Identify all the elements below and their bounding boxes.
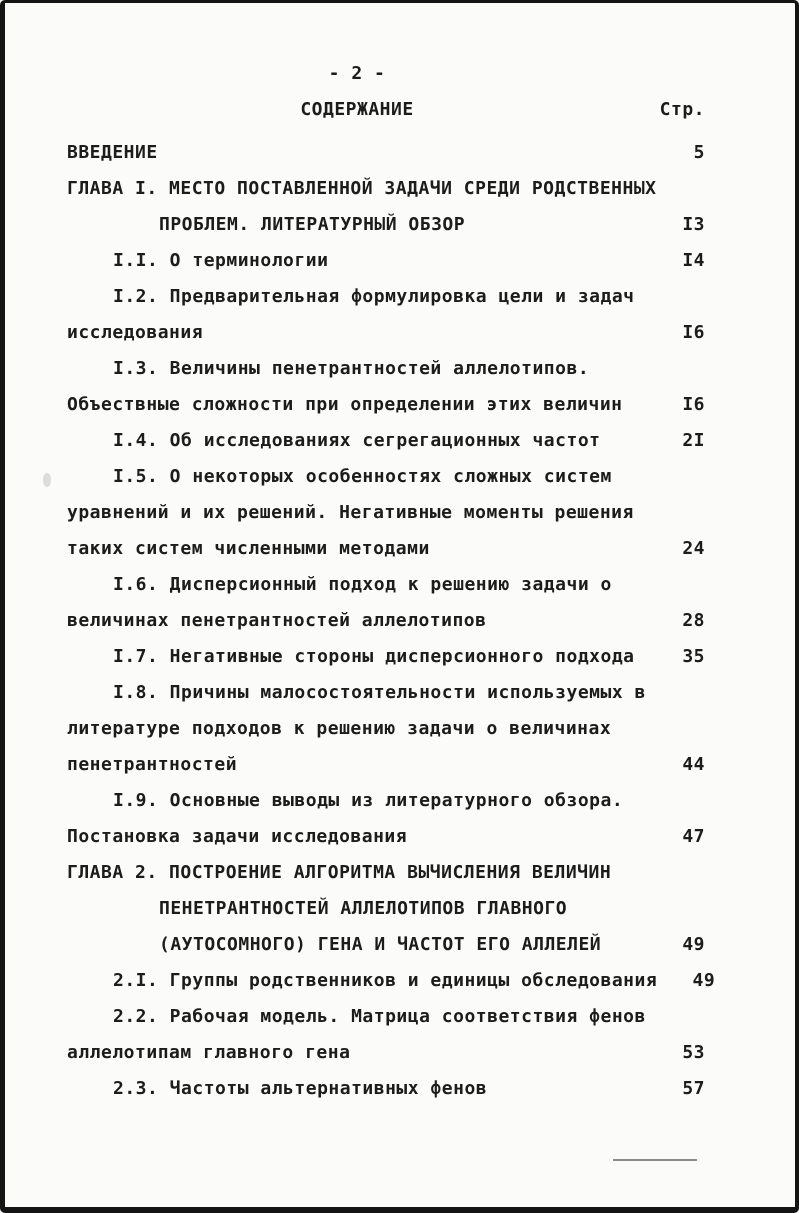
toc-line-text: исследования: [67, 322, 204, 343]
toc-line-text: 2.I. Группы родственников и единицы обследования: [113, 970, 658, 991]
toc-page-number: I6: [682, 394, 705, 415]
toc-line: [67, 711, 705, 747]
toc-line-text: величинах пенетрантностей аллелотипов: [67, 610, 487, 631]
toc-line: [67, 243, 705, 279]
toc-title: СОДЕРЖАНИЕ: [300, 99, 414, 120]
scan-smudge: [43, 473, 51, 487]
toc-line-text: (АУТОСОМНОГО) ГЕНА И ЧАСТОТ ЕГО АЛЛЕЛЕЙ: [159, 934, 602, 955]
toc-line-text: I.8. Причины малосостоятельности используемых в: [113, 682, 646, 703]
toc-line: [67, 1035, 705, 1071]
toc-line: [67, 675, 705, 711]
toc-page-number: 57: [682, 1078, 705, 1099]
toc-line: [67, 927, 705, 963]
toc-line: [67, 783, 705, 819]
toc-line: [67, 351, 705, 387]
toc-line: [67, 171, 705, 207]
toc-page-number: 5: [693, 142, 705, 163]
toc-page-number: 44: [682, 754, 705, 775]
toc-page-number: I3: [682, 214, 705, 235]
toc-line: [67, 423, 705, 459]
toc-line-text: пенетрантностей: [67, 754, 238, 775]
toc-page-number: 47: [682, 826, 705, 847]
toc-line: [67, 387, 705, 423]
page-number-row: [67, 61, 705, 87]
toc-line: [67, 315, 705, 351]
toc-line-text: I.5. О некоторых особенностях сложных систем: [113, 466, 612, 487]
toc-line-text: I.6. Дисперсионный подход к решению задачи о: [113, 574, 612, 595]
toc-line-text: 2.3. Частоты альтернативных фенов: [113, 1078, 488, 1099]
toc-header-row: [67, 97, 705, 123]
toc-line-text: таких систем численными методами: [67, 538, 430, 559]
toc-page-number: 24: [682, 538, 705, 559]
toc-line-text: аллелотипам главного гена: [67, 1042, 351, 1063]
toc-line-text: I.2. Предварительная формулировка цели и задач: [113, 286, 635, 307]
toc-line: [67, 855, 705, 891]
toc-page-number: 28: [682, 610, 705, 631]
toc-line: [67, 207, 705, 243]
toc-line-text: уравнений и их решений. Негативные моменты решения: [67, 502, 634, 523]
toc-line: [67, 531, 705, 567]
page-number: - 2 -: [328, 63, 386, 84]
toc-line: [67, 891, 705, 927]
toc-line: [67, 819, 705, 855]
toc-line: [67, 603, 705, 639]
toc-line-text: ПРОБЛЕМ. ЛИТЕРАТУРНЫЙ ОБЗОР: [159, 214, 466, 235]
toc-line-text: ГЛАВА I. МЕСТО ПОСТАВЛЕННОЙ ЗАДАЧИ СРЕДИ РОДСТВЕННЫХ: [67, 178, 657, 199]
toc-line: [67, 999, 705, 1035]
page-column-header: Стр.: [659, 99, 705, 120]
toc-page-number: 35: [682, 646, 705, 667]
toc-line: [67, 1071, 705, 1107]
toc-page-number: 49: [692, 970, 716, 991]
toc-line-text: литературе подходов к решению задачи о величинах: [67, 718, 612, 739]
toc-line: [67, 495, 705, 531]
toc-line-text: ВВЕДЕНИЕ: [67, 142, 158, 163]
toc-page-number: 2I: [682, 430, 705, 451]
toc-line: [67, 567, 705, 603]
toc-line-text: I.3. Величины пенетрантностей аллелотипов.: [113, 358, 590, 379]
toc-line-text: ГЛАВА 2. ПОСТРОЕНИЕ АЛГОРИТМА ВЫЧИСЛЕНИЯ ВЕЛИЧИН: [67, 862, 612, 883]
toc-list: [67, 135, 716, 1107]
toc-line: [67, 279, 705, 315]
toc-line: [67, 135, 705, 171]
toc-line-text: Объествные сложности при определении этих величин: [67, 394, 623, 415]
toc-line-text: I.4. Об исследованиях сегрегационных частот: [113, 430, 601, 451]
toc-line-text: I.9. Основные выводы из литературного обзора.: [113, 790, 624, 811]
scan-artifact-line: [613, 1159, 697, 1161]
toc-page-number: 53: [682, 1042, 705, 1063]
toc-line-text: 2.2. Рабочая модель. Матрица соответствия фенов: [113, 1006, 646, 1027]
toc-page-number: I4: [682, 250, 705, 271]
toc-line: [67, 639, 705, 675]
toc-line-text: Постановка задачи исследования: [67, 826, 408, 847]
toc-line: [67, 459, 705, 495]
toc-line-text: I.I. О терминологии: [113, 250, 329, 271]
toc-line: [67, 747, 705, 783]
toc-line-text: I.7. Негативные стороны дисперсионного подхода: [113, 646, 635, 667]
toc-page-number: I6: [682, 322, 705, 343]
toc-page-number: 49: [682, 934, 705, 955]
toc-line: [67, 963, 716, 999]
toc-line-text: ПЕНЕТРАНТНОСТЕЙ АЛЛЕЛОТИПОВ ГЛАВНОГО: [159, 898, 568, 919]
